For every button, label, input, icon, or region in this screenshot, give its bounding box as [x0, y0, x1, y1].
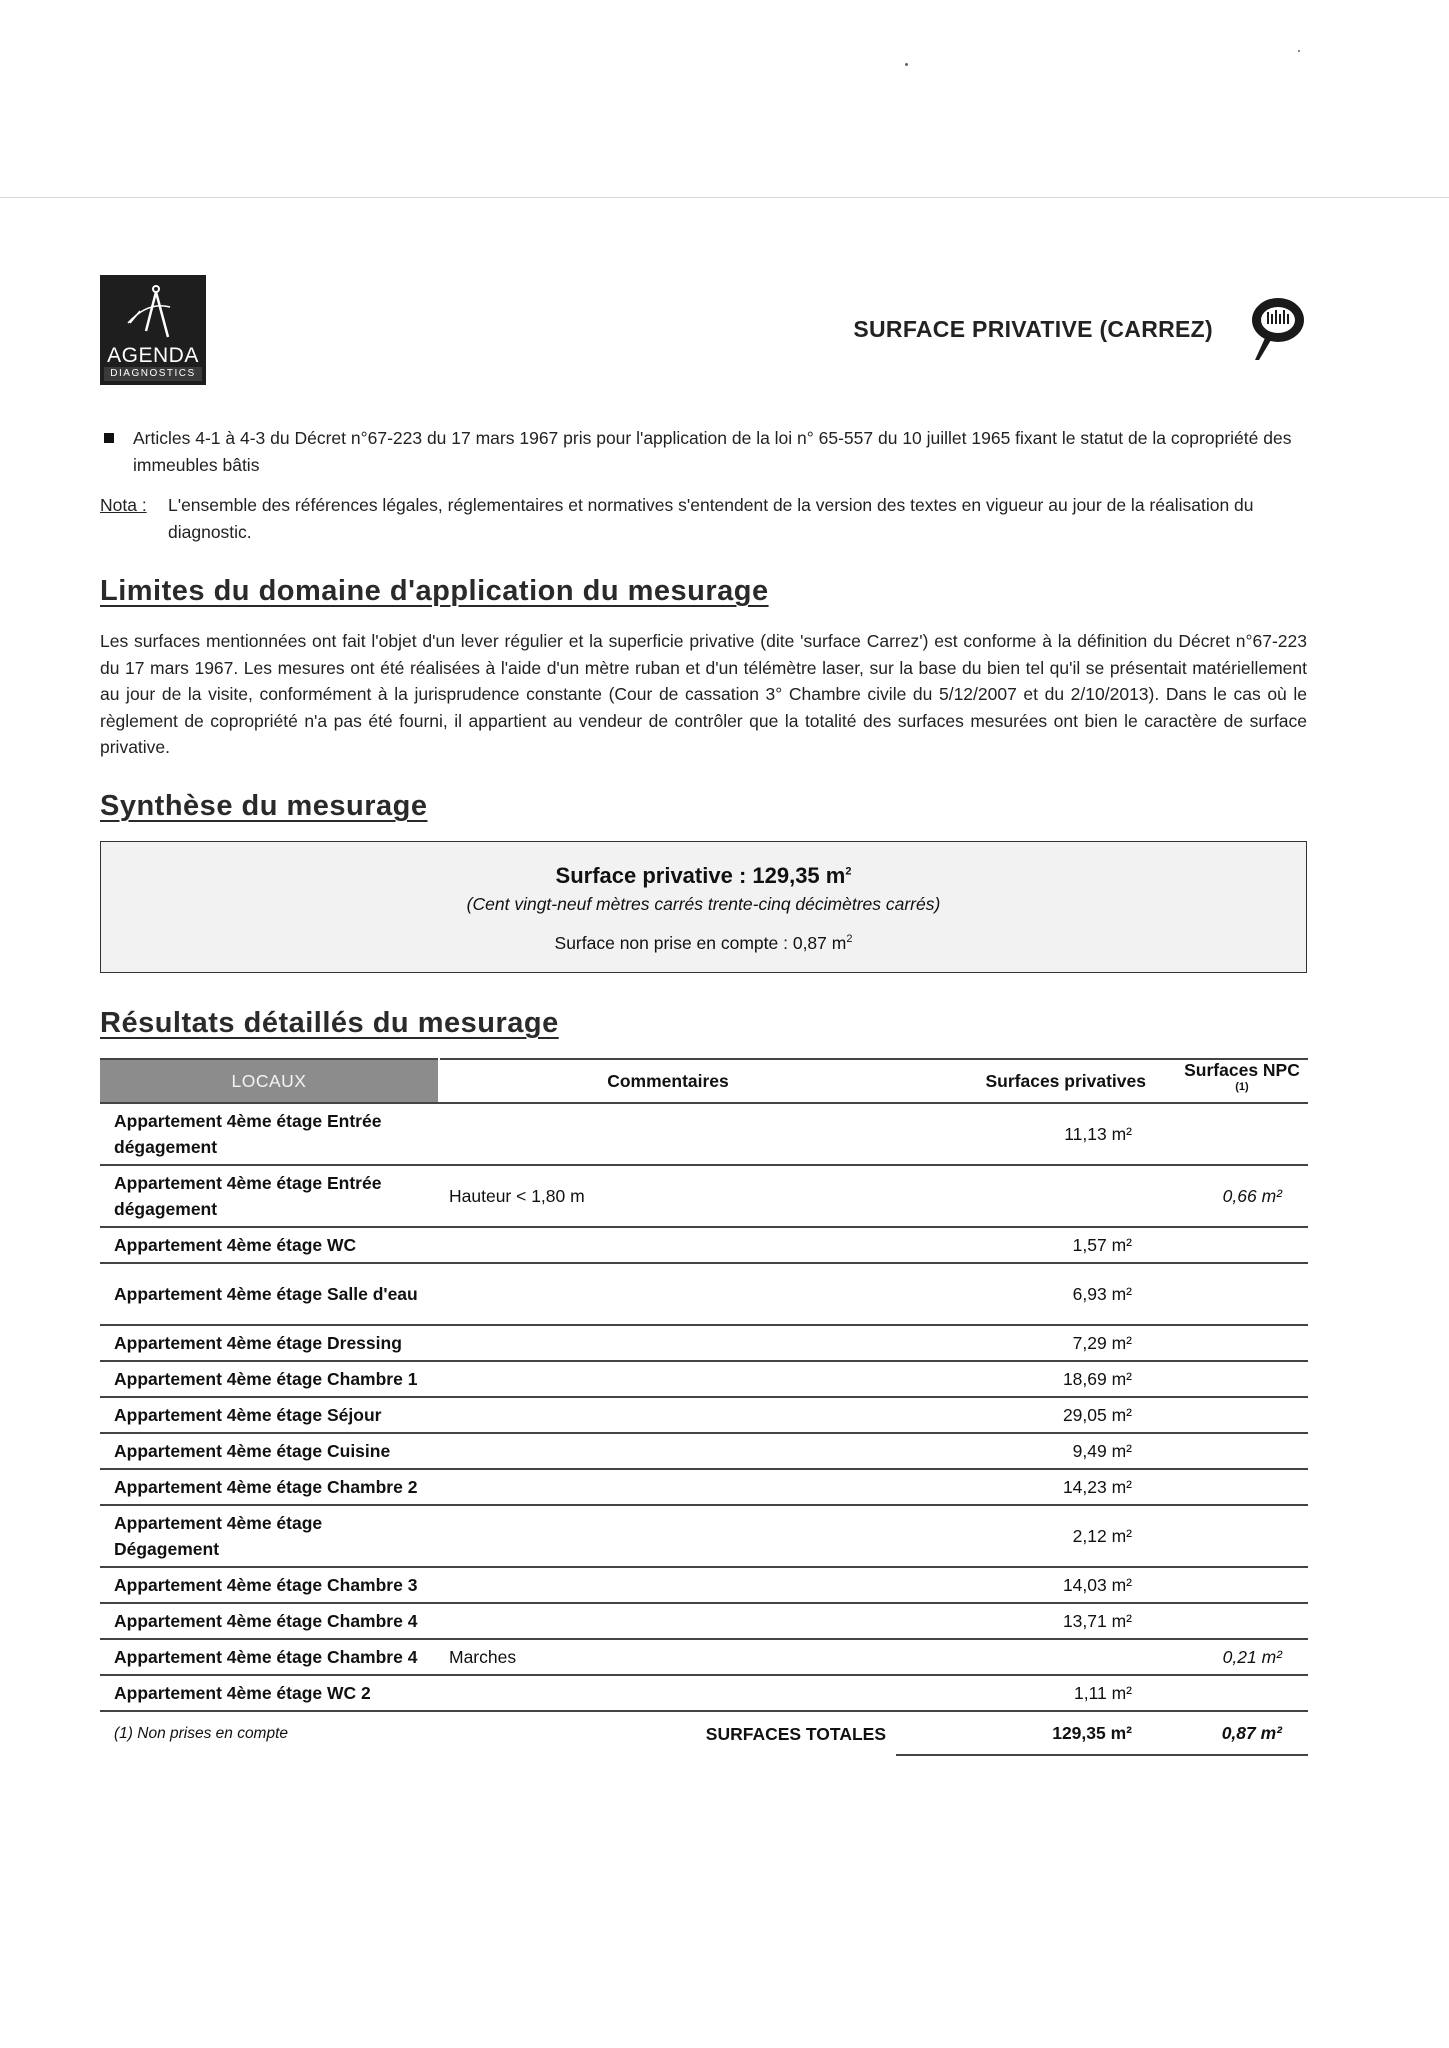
column-header-privatives: Surfaces privatives [896, 1059, 1176, 1103]
cell-surface-privative: 7,29 m² [896, 1325, 1176, 1361]
cell-commentaire [439, 1675, 896, 1711]
cell-local: Appartement 4ème étage Chambre 1 [100, 1361, 439, 1397]
surface-npc-summary [101, 933, 1306, 954]
cell-local: Appartement 4ème étage Séjour [100, 1397, 439, 1433]
table-row [100, 1165, 1308, 1227]
scan-speck [1298, 50, 1300, 52]
table-row [100, 1227, 1308, 1263]
legal-reference-item [100, 425, 1340, 479]
cell-surface-privative [896, 1639, 1176, 1675]
cell-surface-npc [1176, 1433, 1308, 1469]
section-heading-resultats: Résultats détaillés du mesurage [100, 1007, 559, 1039]
nota-label: Nota : [100, 495, 147, 515]
column-header-commentaires: Commentaires [439, 1059, 896, 1103]
logo-subtitle: DIAGNOSTICS [104, 367, 202, 381]
cell-surface-npc [1176, 1103, 1308, 1165]
surface-privative-summary [101, 863, 1306, 889]
cell-surface-privative: 1,11 m² [896, 1675, 1176, 1711]
section-heading-synthese: Synthèse du mesurage [100, 790, 428, 822]
cell-surface-npc [1176, 1675, 1308, 1711]
totals-label: SURFACES TOTALES [705, 1723, 886, 1744]
table-row [100, 1361, 1308, 1397]
cell-commentaire [439, 1361, 896, 1397]
cell-surface-npc [1176, 1505, 1308, 1567]
cell-surface-privative: 2,12 m² [896, 1505, 1176, 1567]
column-header-locaux: LOCAUX [100, 1059, 439, 1103]
cell-local: Appartement 4ème étage Chambre 2 [100, 1469, 439, 1505]
table-row [100, 1505, 1308, 1567]
cell-surface-privative: 18,69 m² [896, 1361, 1176, 1397]
squared-mark: 2 [845, 865, 852, 878]
surface-in-words: (Cent vingt-neuf mètres carrés trente-cinq décimètres carrés) [466, 894, 941, 914]
cell-local: Appartement 4ème étage Dégagement [100, 1505, 439, 1567]
cell-commentaire [439, 1263, 896, 1325]
table-row [100, 1397, 1308, 1433]
cell-local: Appartement 4ème étage Dressing [100, 1325, 439, 1361]
cell-surface-privative [896, 1165, 1176, 1227]
table-header-row [100, 1059, 1308, 1103]
cell-commentaire: Hauteur < 1,80 m [439, 1165, 896, 1227]
cell-commentaire [439, 1603, 896, 1639]
cell-surface-privative: 11,13 m² [896, 1103, 1176, 1165]
cell-surface-npc [1176, 1227, 1308, 1263]
cell-local: Appartement 4ème étage Salle d'eau [100, 1263, 439, 1325]
cell-local: Appartement 4ème étage Chambre 4 [100, 1639, 439, 1675]
cell-commentaire [439, 1227, 896, 1263]
cell-local: Appartement 4ème étage Chambre 4 [100, 1603, 439, 1639]
cell-surface-npc [1176, 1263, 1308, 1325]
npc-header-label: Surfaces NPC [1184, 1060, 1300, 1080]
cell-surface-npc [1176, 1603, 1308, 1639]
document-title: SURFACE PRIVATIVE (CARREZ) [853, 316, 1213, 342]
table-row [100, 1567, 1308, 1603]
table-row [100, 1103, 1308, 1165]
table-row [100, 1469, 1308, 1505]
column-header-npc [1176, 1059, 1308, 1103]
table-row [100, 1263, 1308, 1325]
cell-commentaire [439, 1567, 896, 1603]
cell-local: Appartement 4ème étage Chambre 3 [100, 1567, 439, 1603]
table-row [100, 1433, 1308, 1469]
cell-surface-privative: 6,93 m² [896, 1263, 1176, 1325]
cell-local: Appartement 4ème étage Cuisine [100, 1433, 439, 1469]
cell-surface-npc [1176, 1567, 1308, 1603]
results-table [100, 1058, 1308, 1756]
cell-commentaire: Marches [439, 1639, 896, 1675]
page-scan-rule [0, 197, 1449, 198]
cell-commentaire [439, 1433, 896, 1469]
total-surface-privative: 129,35 m² [896, 1711, 1176, 1755]
cell-surface-npc [1176, 1361, 1308, 1397]
cell-local: Appartement 4ème étage WC [100, 1227, 439, 1263]
total-surface-npc: 0,87 m² [1176, 1711, 1308, 1755]
table-row [100, 1603, 1308, 1639]
agenda-diagnostics-logo [100, 275, 206, 385]
squared-mark: 2 [846, 933, 853, 946]
cell-surface-privative: 29,05 m² [896, 1397, 1176, 1433]
cell-surface-privative: 13,71 m² [896, 1603, 1176, 1639]
measuring-tape-icon [1245, 294, 1307, 364]
cell-surface-npc [1176, 1397, 1308, 1433]
surface-npc-label: Surface non prise en compte : 0,87 m [554, 933, 847, 953]
compass-icon [118, 281, 188, 345]
cell-surface-npc [1176, 1469, 1308, 1505]
cell-local: Appartement 4ème étage Entrée dégagement [100, 1103, 439, 1165]
surface-privative-label: Surface privative : 129,35 m [555, 863, 846, 888]
cell-surface-npc: 0,21 m² [1176, 1639, 1308, 1675]
npc-header-note: (1) [1235, 1081, 1249, 1094]
cell-local: Appartement 4ème étage Entrée dégagement [100, 1165, 439, 1227]
nota-text: L'ensemble des références légales, réglementaires et normatives s'entendent de la version des textes en vigueur au jour de la réalisation du diagnostic. [168, 495, 1254, 542]
totals-row [100, 1711, 1308, 1755]
cell-surface-privative: 14,03 m² [896, 1567, 1176, 1603]
logo-name: AGENDA [107, 344, 199, 367]
cell-commentaire [439, 1325, 896, 1361]
cell-commentaire [439, 1397, 896, 1433]
cell-surface-npc: 0,66 m² [1176, 1165, 1308, 1227]
scan-speck [905, 63, 908, 66]
cell-surface-privative: 9,49 m² [896, 1433, 1176, 1469]
footnote: (1) Non prises en compte [114, 1724, 289, 1742]
cell-surface-privative: 1,57 m² [896, 1227, 1176, 1263]
limites-paragraph: Les surfaces mentionnées ont fait l'objet d'un lever régulier et la superficie privative (dite 'surface Carrez') est conforme à la définition du Décret n°67-223 du 17 mars 1967. Les mesures ont été réalisées à l'aide d'un mètre ruban et d'un télémètre laser, sur la base du bien tel qu'il se présentait matériellement au jour de la visite, conformément à la jurisprudence constante (Cour de cassation 3° Chambre civile du 5/12/2007 et du 2/10/2013). Dans le cas où le règlement de copropriété n'a pas été fourni, il appartient au vendeur de contrôler que la totalité des surfaces mesurées ont bien le caractère de surface privative. [100, 631, 1307, 757]
cell-local: Appartement 4ème étage WC 2 [100, 1675, 439, 1711]
table-row [100, 1325, 1308, 1361]
cell-commentaire [439, 1469, 896, 1505]
table-row [100, 1639, 1308, 1675]
bullet-square-icon [104, 433, 114, 443]
cell-commentaire [439, 1103, 896, 1165]
legal-reference-text: Articles 4-1 à 4-3 du Décret n°67-223 du 17 mars 1967 pris pour l'application de la loi n° 65-557 du 10 juillet 1965 fixant le statut de la copropriété des immeubles bâtis [133, 428, 1292, 475]
cell-surface-privative: 14,23 m² [896, 1469, 1176, 1505]
section-heading-limites: Limites du domaine d'application du mesurage [100, 575, 769, 607]
table-row [100, 1675, 1308, 1711]
synthese-box [100, 841, 1307, 973]
cell-commentaire [439, 1505, 896, 1567]
nota-block [100, 492, 1340, 546]
cell-surface-npc [1176, 1325, 1308, 1361]
